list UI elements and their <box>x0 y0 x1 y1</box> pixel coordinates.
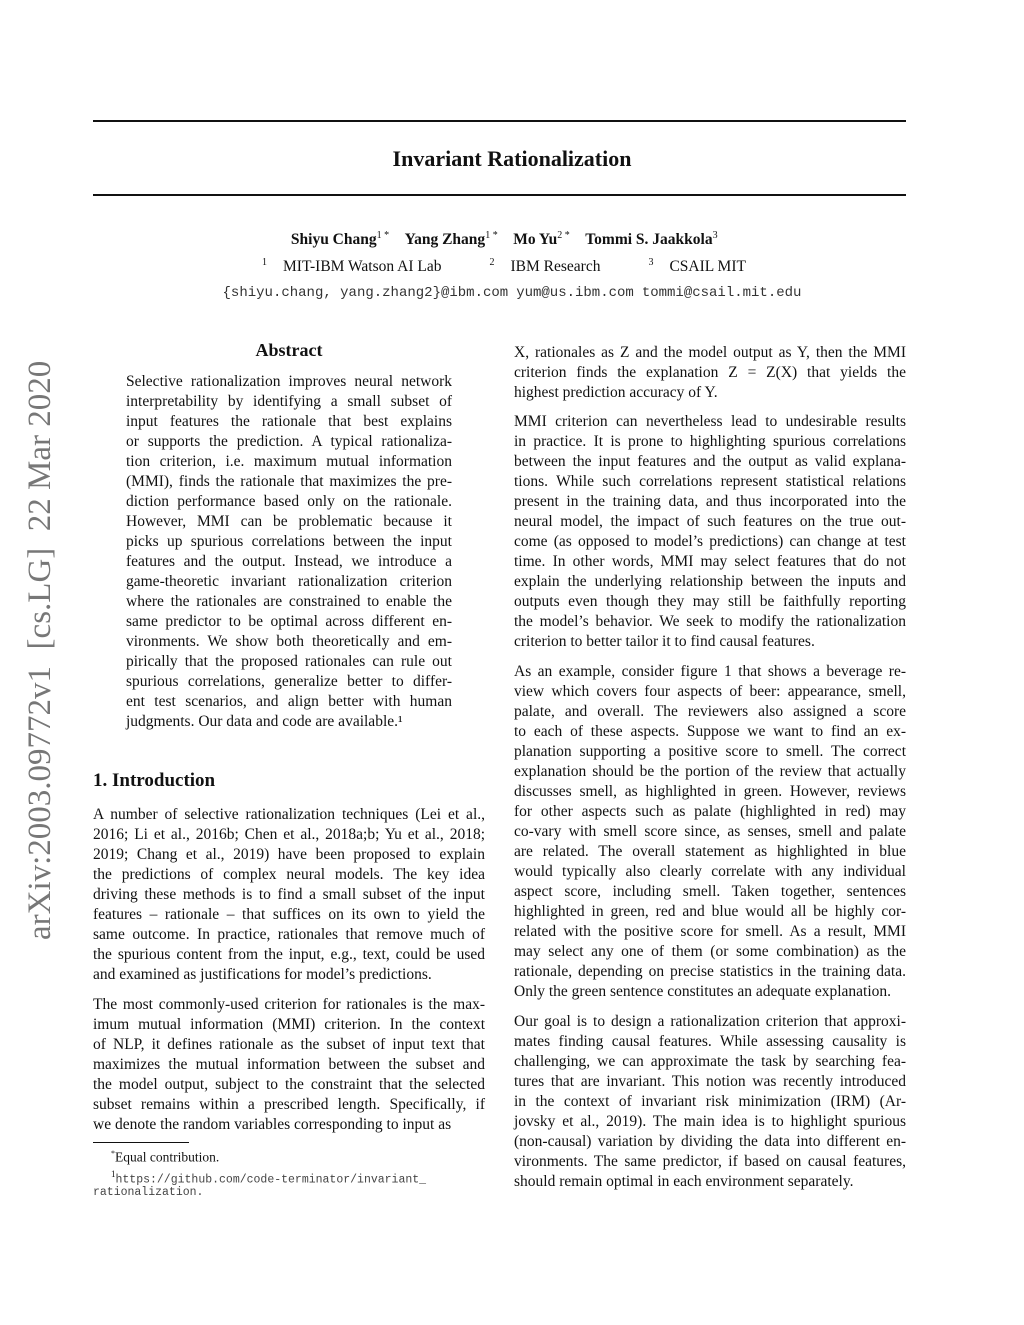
text-line: explain the underlying relationship between the inputs and <box>514 573 906 590</box>
footnote-equal-contribution <box>111 1149 219 1166</box>
text-line: judgments. Our data and code are available.¹ <box>126 713 403 730</box>
text-line: highest prediction accuracy of Y. <box>514 384 718 401</box>
text-line: same outcome. In practice, rationales that remove much of <box>93 926 485 943</box>
text-line: subset remains within a prescribed length. Specifically, if <box>93 1096 485 1113</box>
text-line: 2019; Chang et al., 2019) have been proposed to explain <box>93 846 485 863</box>
author: Mo Yu <box>513 231 558 249</box>
section-heading-introduction: 1. Introduction <box>93 770 216 791</box>
affiliations <box>0 257 1024 276</box>
text-line: diction performance based only on the rationale. <box>126 493 452 510</box>
text-line: present in the training data, and thus incorporated into the <box>514 493 906 510</box>
text-line: Our goal is to design a rationalization criterion that approxi- <box>514 1013 906 1030</box>
author-superscript: 1 * <box>485 230 498 241</box>
text-line: neural model, the impact of such features on the true out- <box>514 513 906 530</box>
footnote-mark: * <box>111 1149 115 1158</box>
text-line: picks up spurious correlations between the input <box>126 533 452 550</box>
text-line: discusses smell, as highlighted in green. However, reviews <box>514 783 906 800</box>
text-line: view which covers four aspects of beer: appearance, smell, <box>514 683 906 700</box>
text-line: and examined as justifications for model’s predictions. <box>93 966 432 983</box>
text-line: highlighted in green, red and blue would all be highly cor- <box>514 903 906 920</box>
text-line: X, rationales as Z and the model output as Y, then the MMI <box>514 344 906 361</box>
text-line: criterion finds the explanation Z = Z(X) that yields the <box>514 364 906 381</box>
text-line: mates finding causal features. While assessing causality is <box>514 1033 906 1050</box>
arxiv-identifier: arXiv:2003.09772v1 [cs.LG] 22 Mar 2020 <box>22 360 58 940</box>
paper-title: Invariant Rationalization <box>392 146 632 171</box>
text-line: may select any one of them (or some combination) as the <box>514 943 906 960</box>
abstract-heading: Abstract <box>255 340 323 360</box>
email: tommi@csail.mit.edu <box>641 285 802 301</box>
text-line: features – rationale – that suffices on its own to yield the <box>93 906 485 923</box>
text-line: criterion to better tailor it to find causal features. <box>514 633 815 650</box>
affiliation-name: MIT-IBM Watson AI Lab <box>283 258 442 276</box>
right-paragraph <box>514 662 906 1002</box>
text-line: tion criterion, i.e. maximum mutual information <box>126 453 452 470</box>
text-line: explanation should be the portion of the review that actually <box>514 763 906 780</box>
footnote-url-line[interactable]: rationalization. <box>93 1186 204 1199</box>
affiliation-superscript: 2 <box>489 257 495 268</box>
text-line: planation supporting a positive score to smell. The correct <box>514 743 906 760</box>
text-line: imum mutual information (MMI) criterion. In the context <box>93 1016 485 1033</box>
text-line: to each of these aspects. Suppose we want to find an ex- <box>514 723 906 740</box>
affiliation <box>262 258 457 275</box>
email: {shiyu.chang, yang.zhang2}@ibm.com <box>222 285 509 301</box>
text-line: come (as opposed to model’s predictions) can change at test <box>514 533 906 550</box>
title-bottom-rule <box>93 194 906 196</box>
affiliation <box>490 258 617 275</box>
text-line: aspect score, including smell. Taken together, sentences <box>514 883 906 900</box>
text-line: 2016; Li et al., 2016b; Chen et al., 2018a;b; Yu et al., 2018; <box>93 826 485 843</box>
author-superscript: 2 * <box>557 230 570 241</box>
text-line: As an example, consider figure 1 that shows a beverage re- <box>514 663 906 680</box>
text-line: tures that are invariant. This notion was recently introduced <box>514 1073 906 1090</box>
intro-paragraph <box>93 995 485 1135</box>
text-line: outputs even though they may still be faithfully reporting <box>514 593 906 610</box>
text-line: (non-causal) variation by dividing the data into different en- <box>514 1133 906 1150</box>
right-paragraph <box>514 412 906 652</box>
text-line: same predictor to be optimal across different en- <box>126 613 452 630</box>
intro-paragraph <box>93 805 485 985</box>
text-line: The most commonly-used criterion for rationales is the max- <box>93 996 485 1013</box>
text-line: should remain optimal in each environment separately. <box>514 1173 854 1190</box>
text-line: in practice. It is prone to highlighting spurious correlations <box>514 433 906 450</box>
text-line: the model output, subject to the constraint that the selected <box>93 1076 485 1093</box>
affiliation-name: IBM Research <box>510 258 601 276</box>
text-line: the model’s behavior. We seek to modify the rationalization <box>514 613 906 630</box>
text-line: in the context of invariant risk minimization (IRM) (Ar- <box>514 1093 906 1110</box>
abstract-body <box>126 372 452 732</box>
author: Tommi S. Jaakkola <box>585 231 713 249</box>
text-line: are related. The overall statement as highlighted in blue <box>514 843 906 860</box>
text-line: would typically also clearly correlate with any individual <box>514 863 906 880</box>
title-top-rule <box>93 120 906 122</box>
text-line: input features the rationale that best explains <box>126 413 452 430</box>
text-line: MMI criterion can nevertheless lead to undesirable results <box>514 413 906 430</box>
text-line: Selective rationalization improves neural network <box>126 373 452 390</box>
text-line: spurious correlations, generalize better to differ- <box>126 673 452 690</box>
text-line: game-theoretic invariant rationalization criterion <box>126 573 452 590</box>
text-line: between the input features and the output as valid explana- <box>514 453 906 470</box>
text-line: pirically that the proposed rationales can rule out <box>126 653 452 670</box>
email: yum@us.ibm.com <box>516 285 634 301</box>
text-line: we denote the random variables corresponding to input as <box>93 1116 452 1133</box>
right-paragraph <box>514 1012 906 1192</box>
text-line: tions. While such correlations represent statistical relations <box>514 473 906 490</box>
author: Yang Zhang <box>404 231 486 249</box>
text-line: A number of selective rationalization techniques (Lei et al., <box>93 806 485 823</box>
text-line: ent test scenarios, and align better with human <box>126 693 452 710</box>
text-line: Only the green sentence constitutes an adequate explanation. <box>514 983 892 1000</box>
author-superscript: 3 <box>712 230 718 241</box>
text-line: related with the positive score for smell. As a result, MMI <box>514 923 906 940</box>
text-line: However, MMI can be problematic because it <box>126 513 452 530</box>
footnote-url-line[interactable]: https://github.com/code-terminator/invariant_ <box>115 1173 427 1187</box>
text-line: co-vary with smell score since, as senses, smell and palate <box>514 823 906 840</box>
text-line: (MMI), finds the rationale that maximizes the pre- <box>126 473 452 490</box>
text-line: the spurious content from the input, e.g., text, could be used <box>93 946 485 963</box>
emails <box>0 285 1024 301</box>
footnote-url[interactable] <box>111 1169 426 1187</box>
text-line: jovsky et al., 2019). The main idea is to highlight spurious <box>514 1113 906 1130</box>
text-line: rationale, depending on precise statistics in the training data. <box>514 963 906 980</box>
affiliation-superscript: 1 <box>262 257 268 268</box>
right-paragraph <box>514 343 906 403</box>
affiliation-superscript: 3 <box>648 257 654 268</box>
author-superscript: 1 * <box>376 230 390 241</box>
author-list <box>0 230 1024 249</box>
text-line: features and the output. Instead, we introduce a <box>126 553 452 570</box>
text-line: of NLP, it defines rationale as the subset of input text that <box>93 1036 485 1053</box>
affiliation-name: CSAIL MIT <box>669 258 746 276</box>
text-line: challenging, we can approximate the task by searching fea- <box>514 1053 906 1070</box>
footnote-text: Equal contribution. <box>115 1149 220 1165</box>
text-line: maximizes the mutual information between the subset and <box>93 1056 485 1073</box>
text-line: interpretability by identifying a small subset of <box>126 393 452 410</box>
text-line: vironments. We show both theoretically and em- <box>126 633 452 650</box>
text-line: time. In other words, MMI may select features that do not <box>514 553 906 570</box>
text-line: where the rationales are constrained to enable the <box>126 593 452 610</box>
text-line: or supports the prediction. A typical rationaliza- <box>126 433 452 450</box>
text-line: the predictions of complex neural models. The key idea <box>93 866 485 883</box>
text-line: for other aspects such as palate (highlighted in red) may <box>514 803 906 820</box>
text-line: driving these methods is to find a small subset of the input <box>93 886 485 903</box>
text-line: palate, and overall. The reviewers also assigned a score <box>514 703 906 720</box>
author: Shiyu Chang <box>290 231 377 249</box>
footnote-rule <box>93 1142 189 1143</box>
text-line: vironments. The same predictor, if based on causal features, <box>514 1153 906 1170</box>
footnote-mark: 1 <box>111 1169 116 1179</box>
affiliation <box>648 258 762 275</box>
